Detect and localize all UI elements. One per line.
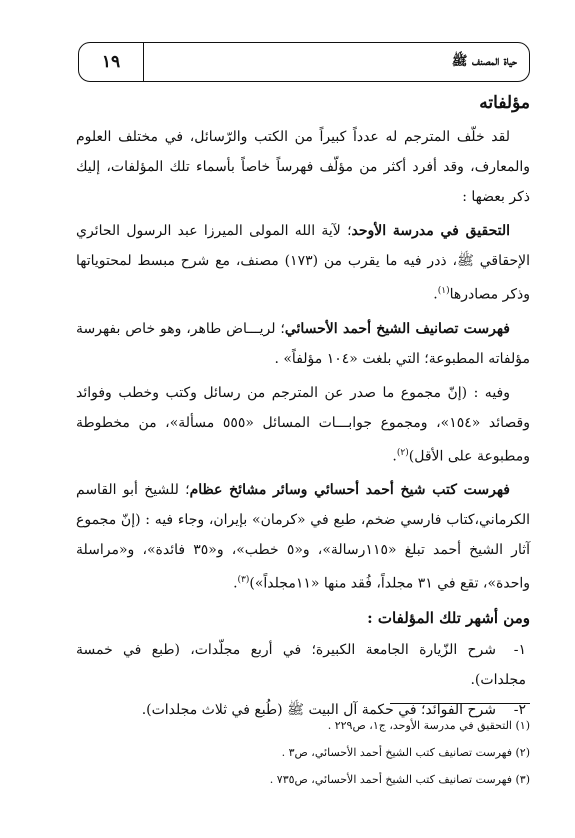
footnote-rule [390,703,530,704]
list-heading: ومن أشهر تلك المؤلفات : [367,608,530,627]
running-title: حياة المصنف ﷺ [451,53,517,69]
entry-text: ؛ للشيخ أبو القاسم الكرماني،كتاب فارسي ضخم، طبع في «كرمان» بإيران، وجاء فيه : (إنّ مجموع آثار الشيخ أحمد تبلغ «١١٥رسالة»، و«٥ خطب»، و«٣٥ فائدة»، و«مراسلة واحدة»، تقع في ٣١ مجلداً، فُقد منها «١١مجلداً») [76,482,530,592]
list-item [76,635,530,695]
entry-paragraph: وفيه : (إنّ مجموع ما صدر عن المترجم من رسائل وكتب وخطب وفوائد وقصائد «١٥٤»، ومجموع جوابـــات المسائل «٥٥٥ مسألة»، من مخطوطة ومطبوعة على الأقل)$^{(٢)}$. [76,384,530,465]
entry-paragraph [76,314,530,374]
footnote-ref: (٢) [396,447,409,458]
list-text: شرح الفوائد؛ في حكمة آل البيت ﷺ (طُبع في ثلاث مجلدات). [141,701,496,718]
list-number: ٢- [513,701,526,718]
list-number: ١- [513,641,526,658]
entry-paragraph: التحقيق في مدرسة الأوحد؛ لآية الله المولى الميرزا عبد الرسول الحائري الإحقاقي ﷺ، ذدر فيه ما يقرب من (١٧٣) مصنف، مع شرح مبسط لمحتوياتها وذكر مصادرها$^{(١)}$. [76,223,530,303]
section-title: مؤلفاته [479,93,530,113]
page-header [78,42,530,82]
entry-text: ؛ لريـــاض طاهر، وهو خاص بفهرسة مؤلفاته المطبوعة؛ التي بلغت «١٠٤ مؤلفاً» . [76,320,530,367]
footnotes [76,712,530,793]
entry-title: التحقيق في مدرسة الأوحد [351,223,510,239]
list-text: شرح الزّيارة الجامعة الكبيرة؛ في أربع مجلّدات، (طبع في خمسة مجلدات). [76,641,526,688]
page-number: ١٩ [101,52,121,72]
header-divider [143,43,144,81]
footnote: (٣) فهرست تصانيف كتب الشيخ أحمد الأحسائي، ص٧٣٥ . [269,773,530,786]
page-body [76,88,530,725]
entry-text: ؛ لآية الله المولى الميرزا عبد الرسول الحائري الإحقاقي ﷺ، ذدر فيه ما يقرب من (١٧٣) مصنف، مع شرح مبسط لمحتوياتها وذكر مصادرها [76,223,530,303]
intro-paragraph: لقد خلّف المترجم له عدداً كبيراً من الكتب والرّسائل، في مختلف العلوم والمعارف، وقد أفرد أكثر من مؤلّف فهرساً خاصاً بأسماء تلك المؤلفات، إليك ذكر بعضها : [76,129,530,205]
footnote-ref: (٣) [237,575,250,586]
footnote: (١) التحقيق في مدرسة الأوحد، ج١، ص٢٢٩ . [327,719,530,732]
footnote-ref: (١) [437,286,450,296]
entry-title: فهرست تصانيف الشيخ أحمد الأحسائي [284,320,510,337]
entry-title: فهرست كتب شيخ أحمد أحسائي وسائر مشائخ عظام [189,482,510,499]
footnote: (٢) فهرست تصانيف كتب الشيخ أحمد الأحسائي، ص٣ . [281,746,530,759]
entry-paragraph: فهرست كتب شيخ أحمد أحسائي وسائر مشائخ عظام؛ للشيخ أبو القاسم الكرماني،كتاب فارسي ضخم، طبع في «كرمان» بإيران، وجاء فيه : (إنّ مجموع آثار الشيخ أحمد تبلغ «١١٥رسالة»، و«٥ خطب»، و«٣٥ فائدة»، و«مراسلة واحدة»، تقع في ٣١ مجلداً، فُقد منها «١١مجلداً»)$^{(٣)}$. [76,482,530,592]
entry-text: وفيه : (إنّ مجموع ما صدر عن المترجم من رسائل وكتب وخطب وفوائد وقصائد «١٥٤»، ومجموع جوابـــات المسائل «٥٥٥ مسألة»، من مخطوطة ومطبوعة على الأقل) [76,384,530,465]
